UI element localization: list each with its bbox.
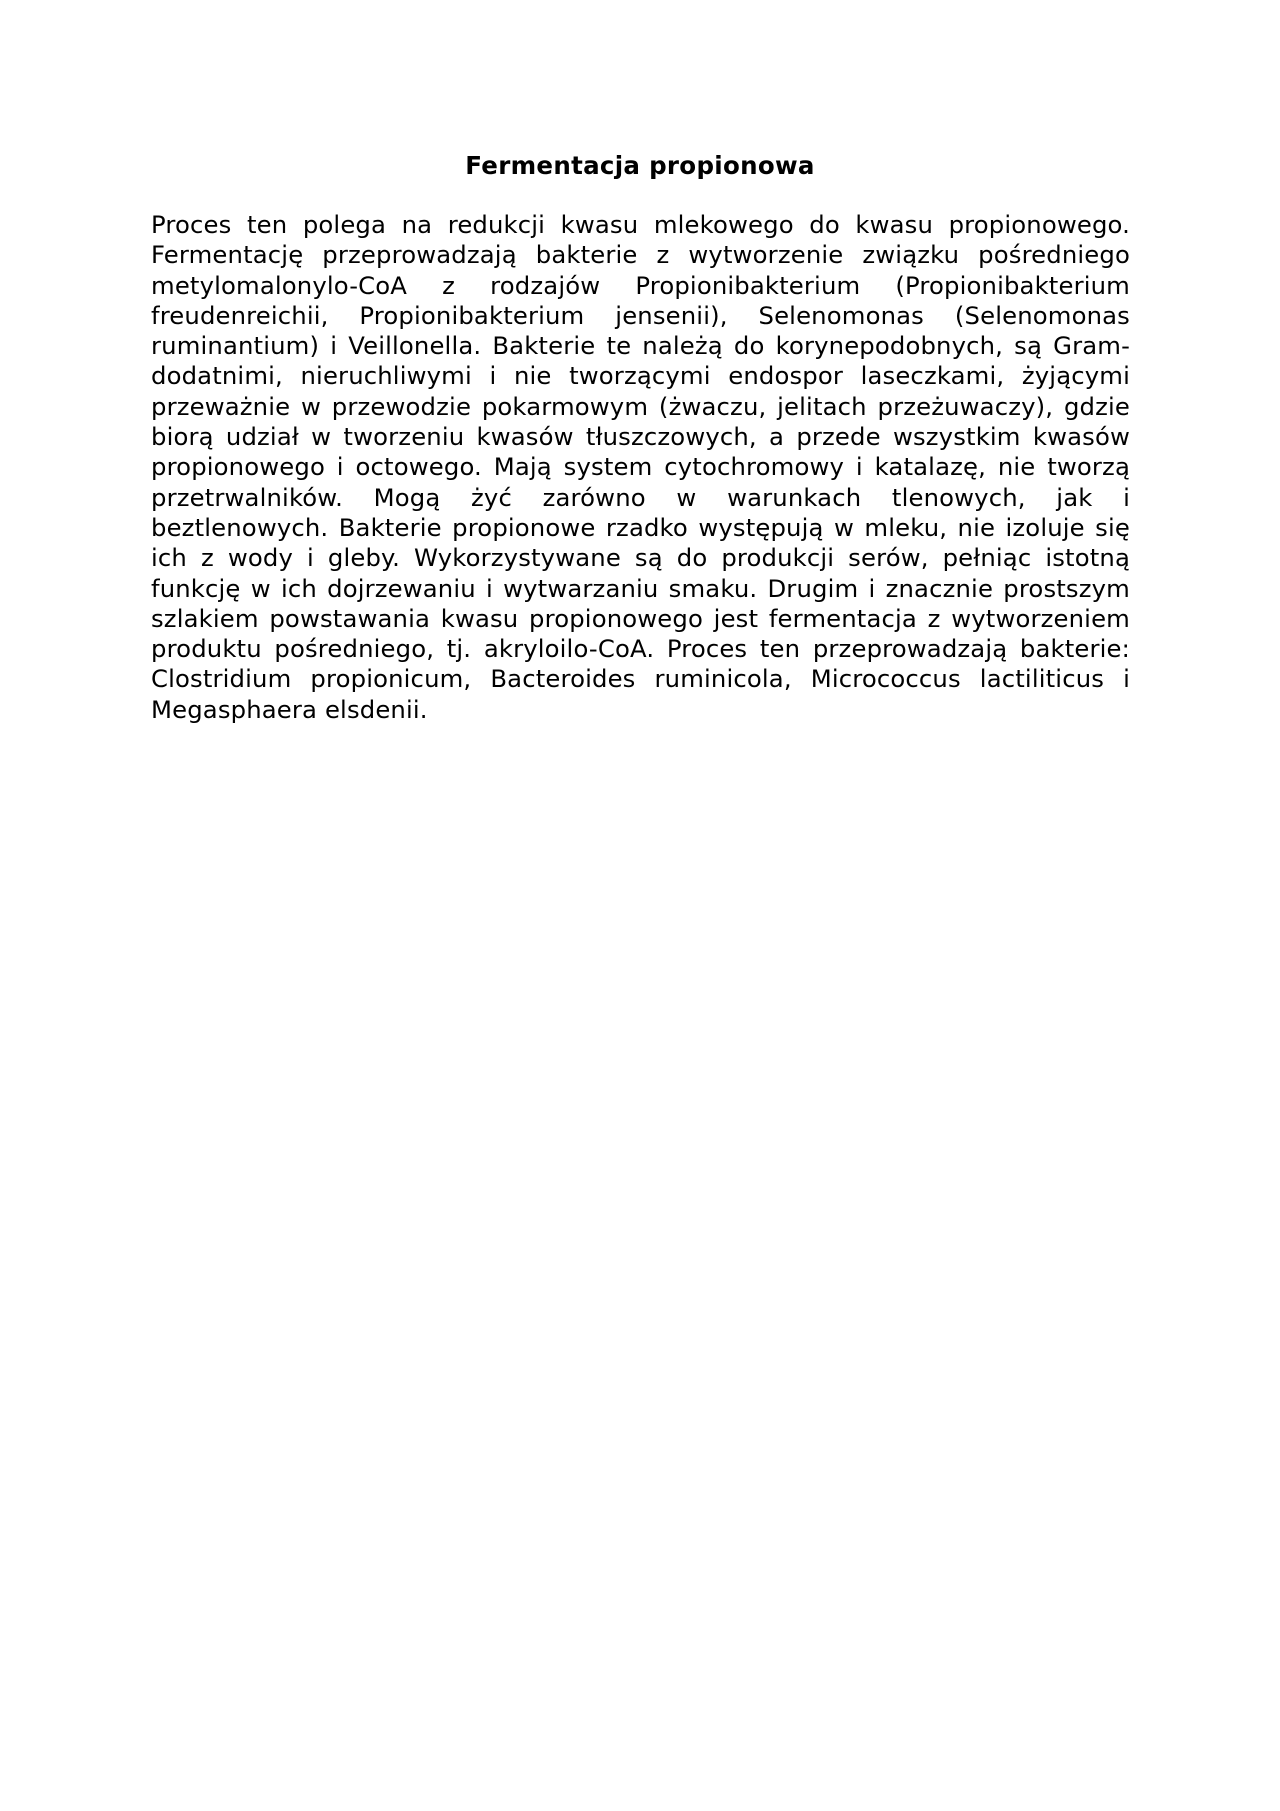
document-title: Fermentacja propionowa <box>465 151 815 180</box>
body-paragraph: Proces ten polega na redukcji kwasu mlekowego do kwasu propionowego. Fermentację przeprowadzają bakterie z wytworzenie związku pośredniego metylomalonylo-CoA z rodzajów Propionibakterium (Propionibakterium freudenreichii, Propionibakterium jensenii), Selenomonas (Selenomonas ruminantium) i Veillonella. Bakterie te należą do korynepodobnych, są Gram-dodatnimi, nieruchliwymi i nie tworzącymi endospor laseczkami, żyjącymi przeważnie w przewodzie pokarmowym (żwaczu, jelitach przeżuwaczy), gdzie biorą udział w tworzeniu kwasów tłuszczowych, a przede wszystkim kwasów propionowego i octowego. Mają system cytochromowy i katalazę, nie tworzą przetrwalników. Mogą żyć zarówno w warunkach tlenowych, jak i beztlenowych. Bakterie propionowe rzadko występują w mleku, nie izoluje się ich z wody i gleby. Wykorzystywane są do produkcji serów, pełniąc istotną funkcję w ich dojrzewaniu i wytwarzaniu smaku. Drugim i znacznie prostszym szlakiem powstawania kwasu propionowego jest fermentacja z wytworzeniem produktu pośredniego, tj. akryloilo-CoA. Proces ten przeprowadzają bakterie: Clostridium propionicum, Bacteroides ruminicola, Micrococcus lactiliticus i Megasphaera elsdenii. <box>151 210 1130 724</box>
